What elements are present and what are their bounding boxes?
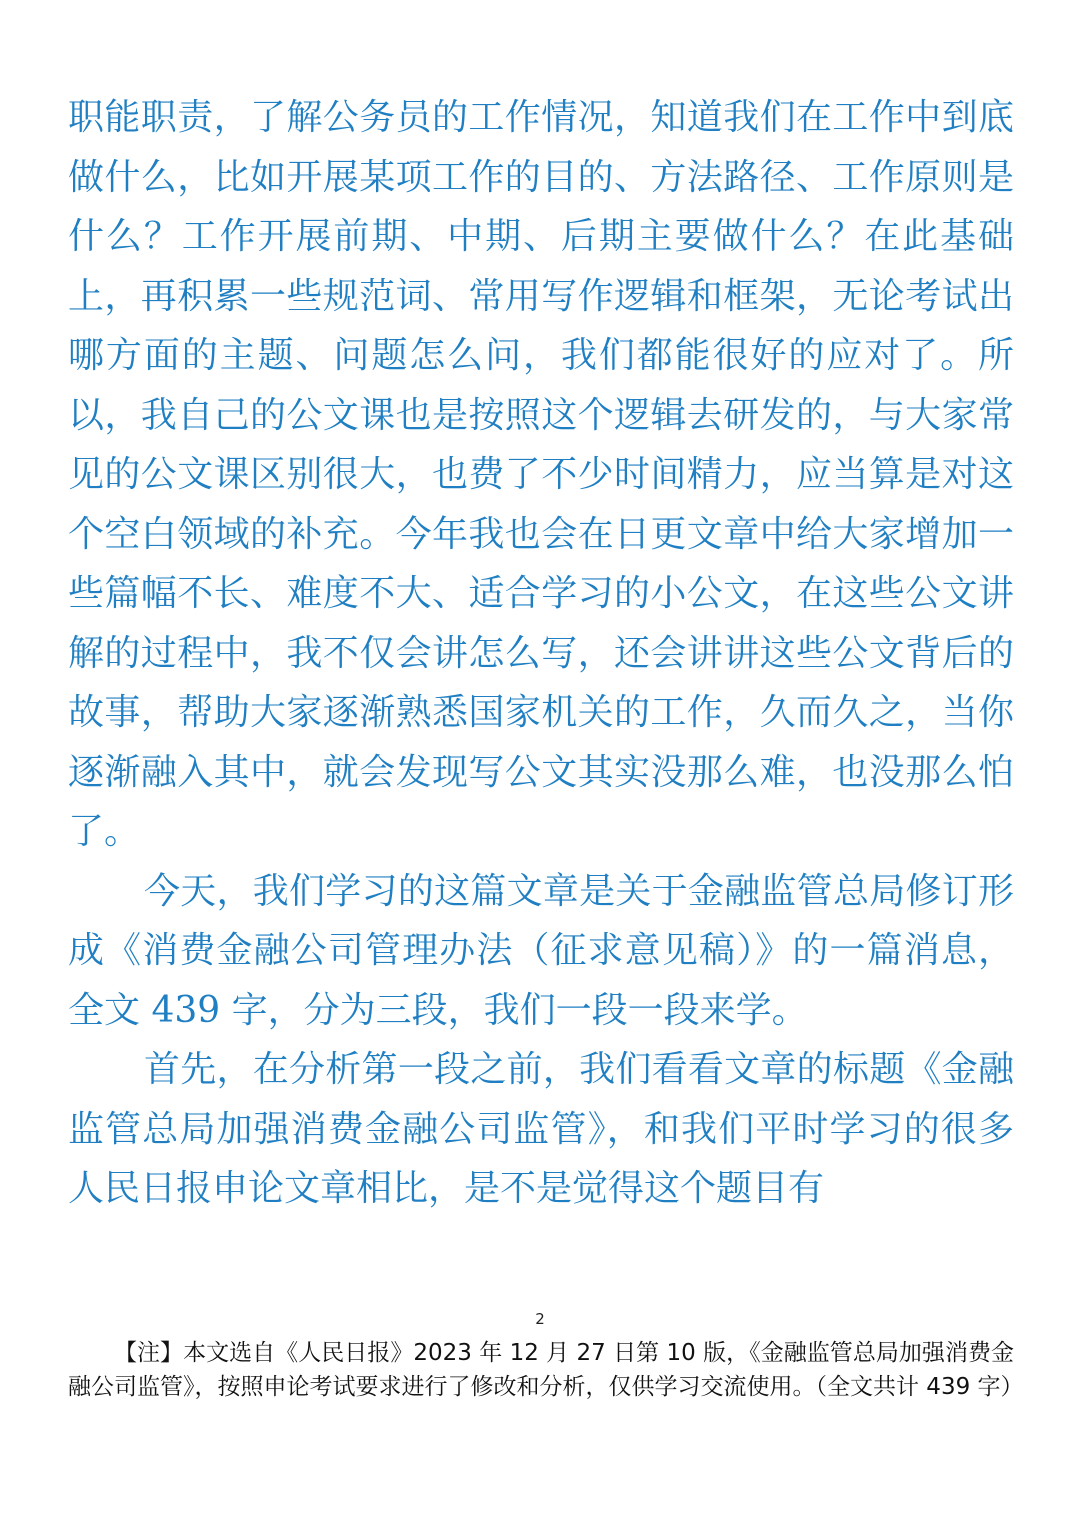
page-number: 2	[535, 1310, 545, 1328]
article-body	[68, 88, 1014, 1219]
paragraph-article-intro: 今天，我们学习的这篇文章是关于金融监管总局修订形成《消费金融公司管理办法（征求意见稿）》的一篇消息，全文 439 字，分为三段，我们一段一段来学。	[68, 870, 1014, 1031]
paragraph-continued: 职能职责，了解公务员的工作情况，知道我们在工作中到底做什么，比如开展某项工作的目的、方法路径、工作原则是什么？工作开展前期、中期、后期主要做什么？在此基础上，再积累一些规范词、常用写作逻辑和框架，无论考试出哪方面的主题、问题怎么问，我们都能很好的应对了。所以，我自己的公文课也是按照这个逻辑去研发的，与大家常见的公文课区别很大，也费了不少时间精力，应当算是对这个空白领域的补充。今年我也会在日更文章中给大家增加一些篇幅不长、难度不大、适合学习的小公文，在这些公文讲解的过程中，我不仅会讲怎么写，还会讲讲这些公文背后的故事，帮助大家逐渐熟悉国家机关的工作，久而久之，当你逐渐融入其中，就会发现写公文其实没那么难，也没那么怕了。	[68, 97, 1014, 852]
paragraph-title-analysis: 首先，在分析第一段之前，我们看看文章的标题《金融监管总局加强消费金融公司监管》，和我们平时学习的很多人民日报申论文章相比，是不是觉得这个题目有	[68, 1049, 1014, 1209]
footnote: 【注】本文选自《人民日报》2023 年 12 月 27 日第 10 版，《金融监管总局加强消费金融公司监管》，按照申论考试要求进行了修改和分析，仅供学习交流使用。（全文共计 439 字）	[68, 1340, 1024, 1400]
